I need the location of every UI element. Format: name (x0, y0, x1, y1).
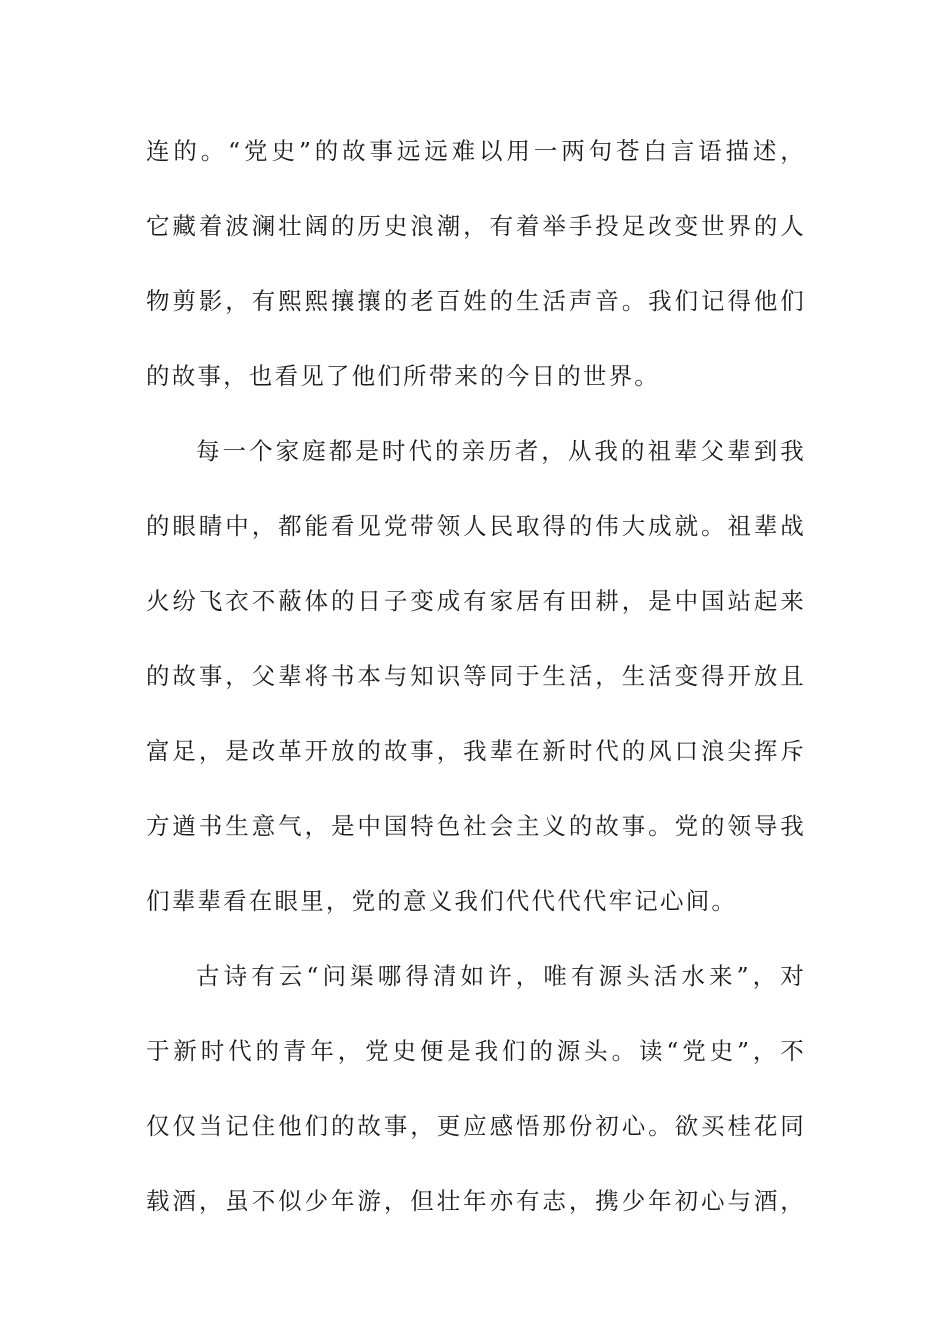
text-line: 于新时代的青年，党史便是我们的源头。读“党史”，不 (146, 1037, 806, 1065)
text-line: 火纷飞衣不蔽体的日子变成有家居有田耕，是中国站起来 (146, 587, 806, 615)
text-line: 的故事，也看见了他们所带来的今日的世界。 (146, 362, 660, 390)
text-line: 物剪影，有熙熙攘攘的老百姓的生活声音。我们记得他们 (146, 287, 806, 315)
paragraph-first-line: 古诗有云“问渠哪得清如许，唯有源头活水来”，对 (196, 962, 806, 990)
text-line: 们辈辈看在眼里，党的意义我们代代代代牢记心间。 (146, 887, 738, 915)
text-line: 它藏着波澜壮阔的历史浪潮，有着举手投足改变世界的人 (146, 212, 806, 240)
text-line: 仅仅当记住他们的故事，更应感悟那份初心。欲买桂花同 (146, 1112, 806, 1140)
text-line: 的故事，父辈将书本与知识等同于生活，生活变得开放且 (146, 662, 806, 690)
text-line: 连的。“党史”的故事远远难以用一两句苍白言语描述， (146, 137, 806, 165)
text-line: 的眼睛中，都能看见党带领人民取得的伟大成就。祖辈战 (146, 512, 806, 540)
text-line: 富足，是改革开放的故事，我辈在新时代的风口浪尖挥斥 (146, 737, 806, 765)
paragraph-first-line: 每一个家庭都是时代的亲历者，从我的祖辈父辈到我 (196, 437, 806, 465)
text-line: 载酒，虽不似少年游，但壮年亦有志，携少年初心与酒， (146, 1187, 806, 1215)
text-line: 方遒书生意气，是中国特色社会主义的故事。党的领导我 (146, 812, 806, 840)
